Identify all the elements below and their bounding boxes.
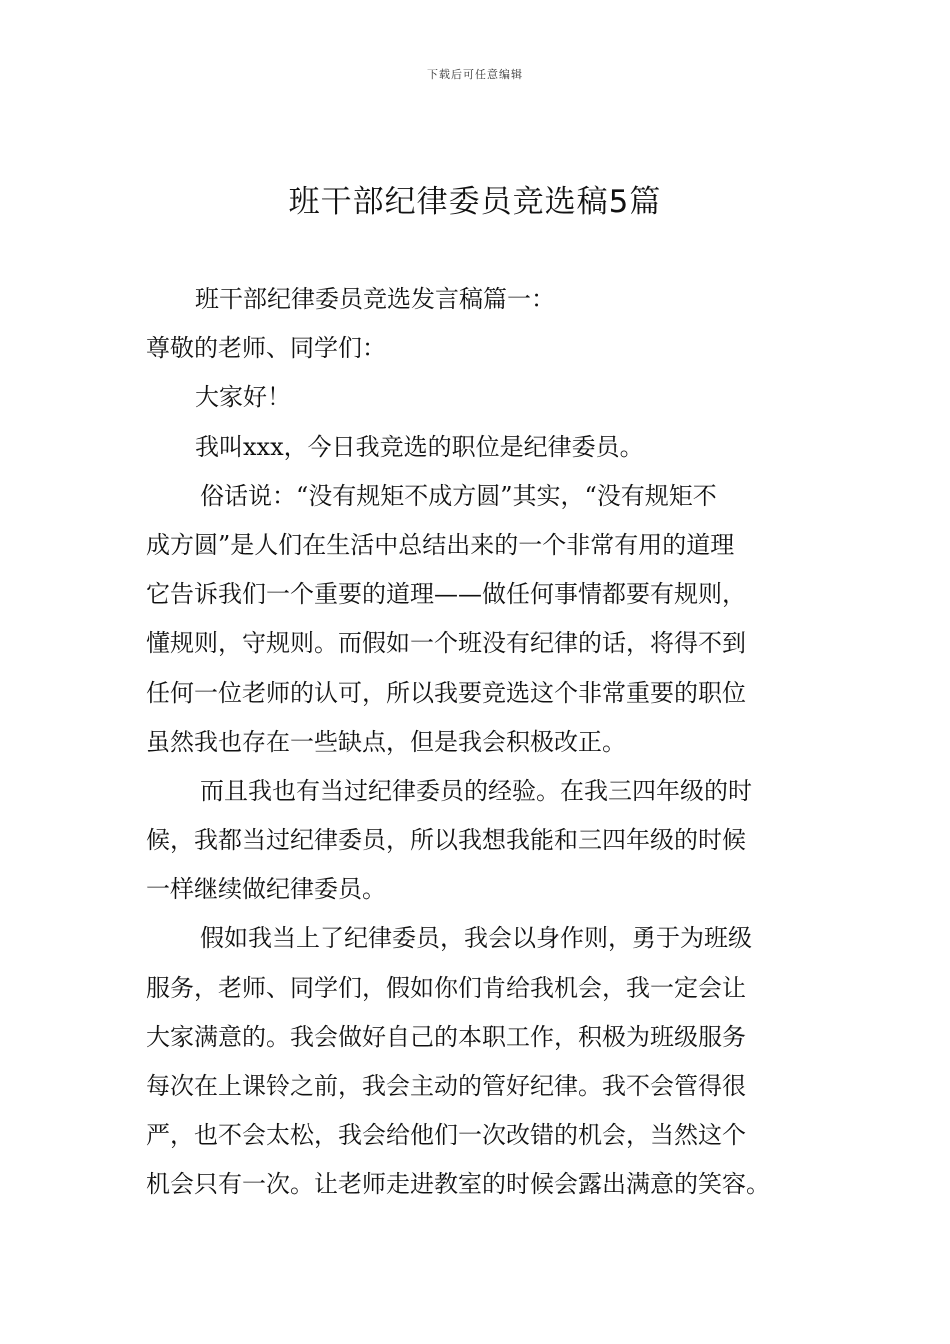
introduction-line: 我叫xxx，今日我竞选的职位是纪律委员。 <box>195 432 644 461</box>
document-body <box>146 275 811 1210</box>
paragraph-line: 懂规则，守规则。而假如一个班没有纪律的话，将得不到 <box>146 629 746 658</box>
greeting: 大家好！ <box>195 383 291 412</box>
paragraph-line: 成方圆”是人们在生活中总结出来的一个非常有用的道理 <box>146 530 735 559</box>
paragraph-line: 大家满意的。我会做好自己的本职工作，积极为班级服务 <box>146 1022 746 1051</box>
paragraph-line: 候，我都当过纪律委员，所以我想我能和三四年级的时候 <box>146 826 746 855</box>
paragraph-line: 假如我当上了纪律委员，我会以身作则，勇于为班级 <box>200 924 752 953</box>
document-title: 班干部纪律委员竞选稿5篇 <box>288 184 662 220</box>
paragraph-line: 一样继续做纪律委员。 <box>146 875 386 904</box>
salutation: 尊敬的老师、同学们： <box>146 334 386 363</box>
paragraph-line: 俗话说：“没有规矩不成方圆”其实，“没有规矩不 <box>200 481 717 510</box>
paragraph-line: 任何一位老师的认可，所以我要竞选这个非常重要的职位 <box>146 678 746 707</box>
page-header: 下载后可任意编辑 <box>427 68 523 81</box>
paragraph-line: 每次在上课铃之前，我会主动的管好纪律。我不会管得很 <box>146 1072 746 1100</box>
paragraph-line: 机会只有一次。让老师走进教室的时候会露出满意的笑容。 <box>146 1170 770 1199</box>
paragraph-line: 而且我也有当过纪律委员的经验。在我三四年级的时 <box>200 776 752 805</box>
section-heading: 班干部纪律委员竞选发言稿篇一： <box>195 285 555 313</box>
paragraph-line: 严，也不会太松，我会给他们一次改错的机会，当然这个 <box>146 1121 746 1150</box>
paragraph-line: 它告诉我们一个重要的道理——做任何事情都要有规则， <box>146 580 746 609</box>
paragraph-line: 服务，老师、同学们，假如你们肯给我机会，我一定会让 <box>146 973 746 1002</box>
paragraph-line: 虽然我也存在一些缺点，但是我会积极改正。 <box>146 727 626 756</box>
